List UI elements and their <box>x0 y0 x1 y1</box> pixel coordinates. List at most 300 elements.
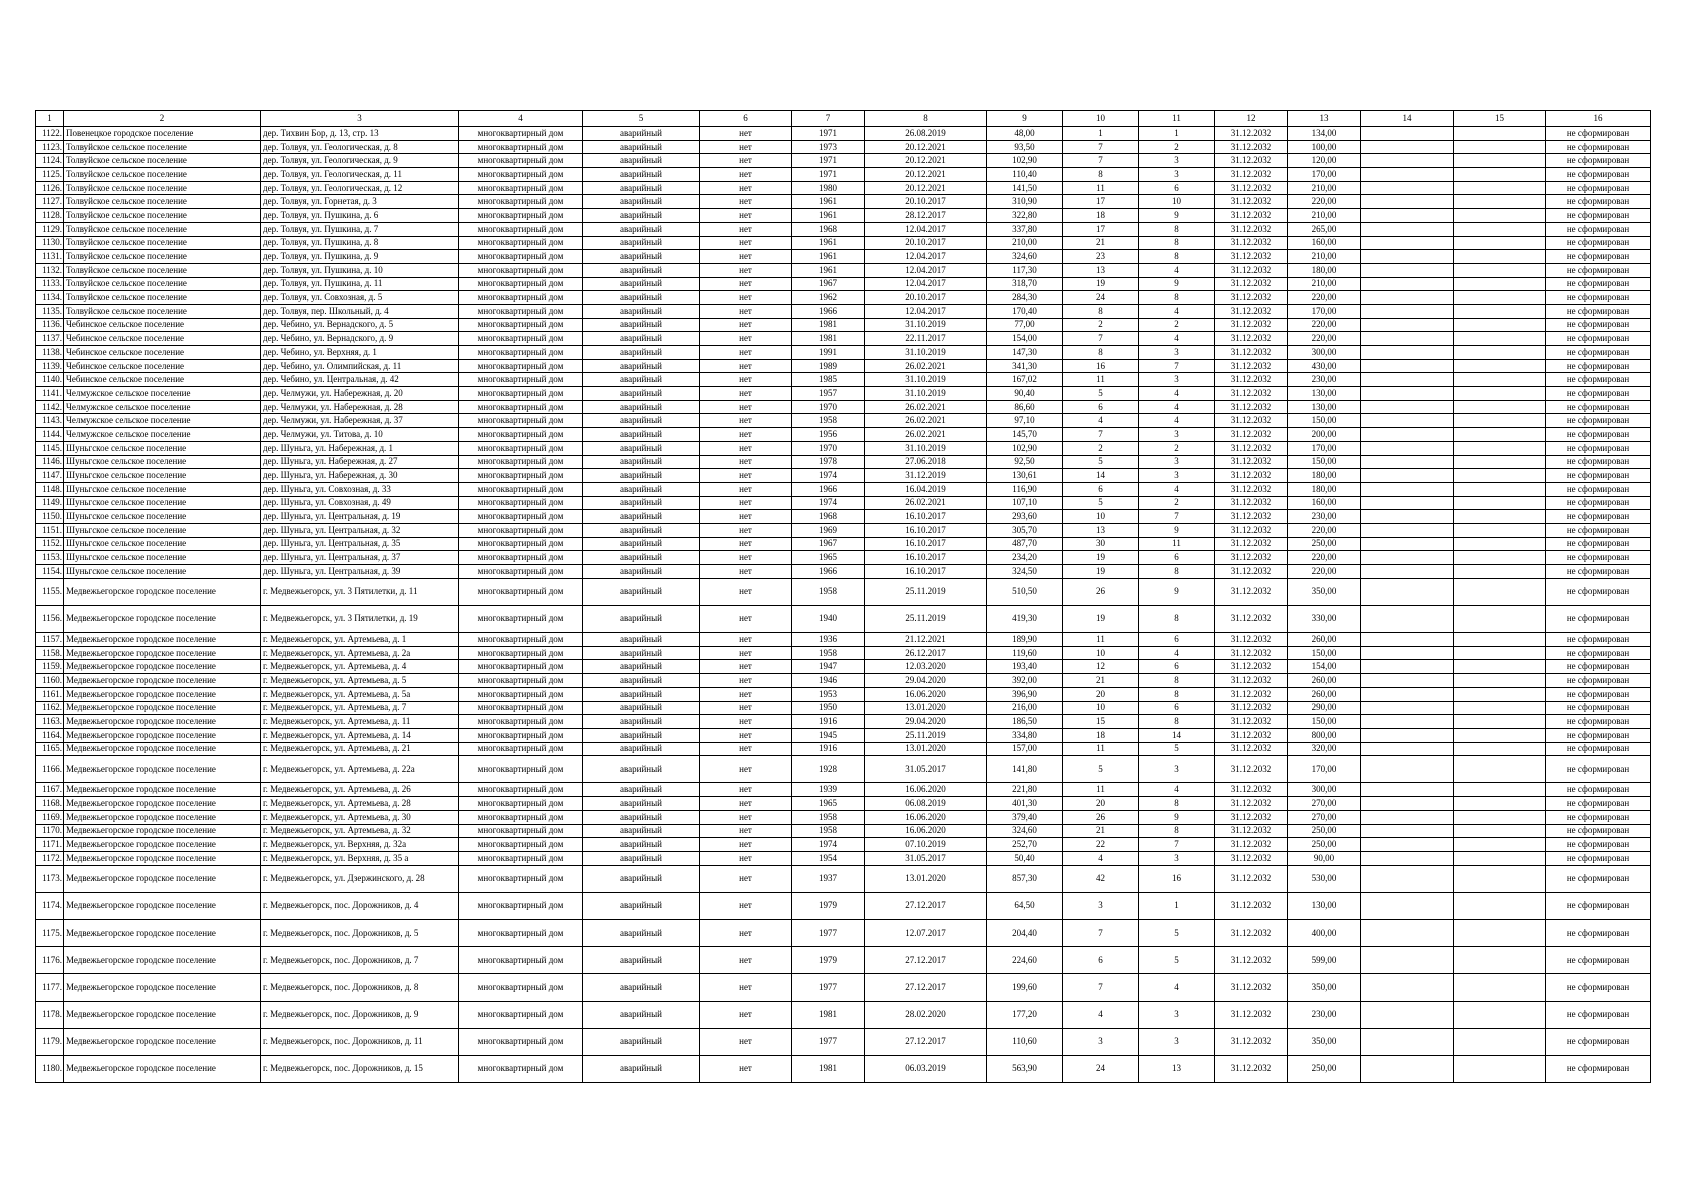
table-cell: многоквартирный дом <box>459 140 583 154</box>
table-cell: многоквартирный дом <box>459 715 583 729</box>
table-cell: 3 <box>1139 1028 1215 1055</box>
table-cell: 130,61 <box>987 469 1063 483</box>
table-cell: аварийный <box>583 783 700 797</box>
table-cell: 31.12.2032 <box>1215 332 1288 346</box>
table-cell: 230,00 <box>1288 373 1361 387</box>
table-cell <box>1454 947 1546 974</box>
table-cell: Медвежьегорское городское поселение <box>64 674 261 688</box>
table-cell <box>1361 346 1454 360</box>
table-cell: 1151. <box>36 523 64 537</box>
table-cell: многоквартирный дом <box>459 537 583 551</box>
table-cell: 22.11.2017 <box>865 332 987 346</box>
table-cell: 1131. <box>36 250 64 264</box>
table-cell: 18 <box>1063 728 1139 742</box>
table-cell <box>1361 127 1454 141</box>
table-cell: г. Медвежьегорск, пос. Дорожников, д. 8 <box>261 974 459 1001</box>
table-cell: Толвуйское сельское поселение <box>64 277 261 291</box>
table-cell: 1167. <box>36 783 64 797</box>
table-cell: 30 <box>1063 537 1139 551</box>
table-cell: дер. Толвуя, ул. Геологическая, д. 11 <box>261 168 459 182</box>
table-cell: г. Медвежьегорск, ул. 3 Пятилетки, д. 11 <box>261 578 459 605</box>
table-cell: аварийный <box>583 236 700 250</box>
table-cell: многоквартирный дом <box>459 222 583 236</box>
table-cell <box>1361 414 1454 428</box>
table-cell: Медвежьегорское городское поселение <box>64 824 261 838</box>
table-cell <box>1361 974 1454 1001</box>
table-row <box>36 510 1651 524</box>
table-cell: 9 <box>1139 810 1215 824</box>
table-cell: нет <box>700 810 792 824</box>
table-cell: многоквартирный дом <box>459 263 583 277</box>
table-cell: аварийный <box>583 824 700 838</box>
table-row <box>36 304 1651 318</box>
table-cell: 31.12.2032 <box>1215 646 1288 660</box>
table-cell: аварийный <box>583 359 700 373</box>
column-number: 6 <box>700 111 792 127</box>
table-cell: 7 <box>1063 919 1139 946</box>
table-cell: нет <box>700 222 792 236</box>
table-cell: 6 <box>1063 400 1139 414</box>
table-cell: дер. Толвуя, ул. Геологическая, д. 12 <box>261 181 459 195</box>
table-cell: Толвуйское сельское поселение <box>64 250 261 264</box>
column-number: 3 <box>261 111 459 127</box>
table-cell <box>1454 1028 1546 1055</box>
table-cell: многоквартирный дом <box>459 441 583 455</box>
table-cell: 4 <box>1139 974 1215 1001</box>
table-cell: аварийный <box>583 428 700 442</box>
table-cell: 334,80 <box>987 728 1063 742</box>
table-cell: нет <box>700 250 792 264</box>
table-cell: 160,00 <box>1288 496 1361 510</box>
table-cell: г. Медвежьегорск, ул. Артемьева, д. 11 <box>261 715 459 729</box>
table-row <box>36 277 1651 291</box>
column-number: 14 <box>1361 111 1454 127</box>
table-cell: 141,50 <box>987 181 1063 195</box>
table-cell: 220,00 <box>1288 291 1361 305</box>
table-cell: нет <box>700 974 792 1001</box>
table-cell: 16 <box>1139 865 1215 892</box>
table-cell: 1129. <box>36 222 64 236</box>
table-cell: 300,00 <box>1288 346 1361 360</box>
table-cell: 31.12.2032 <box>1215 469 1288 483</box>
table-cell <box>1361 797 1454 811</box>
table-cell: аварийный <box>583 974 700 1001</box>
table-cell: 21 <box>1063 236 1139 250</box>
table-cell: 1128. <box>36 209 64 223</box>
table-cell: нет <box>700 687 792 701</box>
table-cell: 147,30 <box>987 346 1063 360</box>
table-cell: 110,40 <box>987 168 1063 182</box>
table-cell: 31.12.2032 <box>1215 346 1288 360</box>
table-cell: Медвежьегорское городское поселение <box>64 715 261 729</box>
table-cell: 3 <box>1139 428 1215 442</box>
table-cell: г. Медвежьегорск, ул. Артемьева, д. 30 <box>261 810 459 824</box>
table-cell: не сформирован <box>1546 496 1651 510</box>
table-cell: 260,00 <box>1288 633 1361 647</box>
table-row <box>36 140 1651 154</box>
table-cell: 220,00 <box>1288 523 1361 537</box>
table-cell: Толвуйское сельское поселение <box>64 263 261 277</box>
table-row <box>36 1001 1651 1028</box>
table-cell: 31.12.2032 <box>1215 742 1288 756</box>
table-row <box>36 947 1651 974</box>
table-row <box>36 797 1651 811</box>
table-cell: 31.12.2032 <box>1215 892 1288 919</box>
table-cell <box>1361 1001 1454 1028</box>
table-cell: 1154. <box>36 565 64 579</box>
table-cell: дер. Толвуя, ул. Геологическая, д. 8 <box>261 140 459 154</box>
table-cell: 599,00 <box>1288 947 1361 974</box>
table-cell: Толвуйское сельское поселение <box>64 291 261 305</box>
table-cell: 29.04.2020 <box>865 674 987 688</box>
table-cell: г. Медвежьегорск, ул. Артемьева, д. 21 <box>261 742 459 756</box>
table-cell: 3 <box>1063 892 1139 919</box>
table-row <box>36 701 1651 715</box>
table-cell: нет <box>700 291 792 305</box>
table-row <box>36 551 1651 565</box>
table-cell: 1977 <box>792 919 865 946</box>
table-cell: г. Медвежьегорск, ул. Артемьева, д. 5 <box>261 674 459 688</box>
table-cell <box>1361 387 1454 401</box>
table-cell: аварийный <box>583 154 700 168</box>
table-cell: многоквартирный дом <box>459 209 583 223</box>
table-cell: 100,00 <box>1288 140 1361 154</box>
table-cell: дер. Шуньга, ул. Набережная, д. 30 <box>261 469 459 483</box>
table-cell: 31.12.2032 <box>1215 578 1288 605</box>
table-cell: 170,00 <box>1288 441 1361 455</box>
column-number: 2 <box>64 111 261 127</box>
table-cell: многоквартирный дом <box>459 373 583 387</box>
table-cell: 2 <box>1139 140 1215 154</box>
table-cell: 16.06.2020 <box>865 824 987 838</box>
table-cell: аварийный <box>583 715 700 729</box>
table-cell: нет <box>700 742 792 756</box>
table-cell: 5 <box>1139 919 1215 946</box>
table-cell: 4 <box>1139 646 1215 660</box>
table-cell: не сформирован <box>1546 892 1651 919</box>
table-cell: г. Медвежьегорск, ул. Артемьева, д. 1 <box>261 633 459 647</box>
table-cell: 189,90 <box>987 633 1063 647</box>
table-cell: 31.12.2032 <box>1215 195 1288 209</box>
table-cell: аварийный <box>583 291 700 305</box>
table-cell: 401,30 <box>987 797 1063 811</box>
table-cell: 150,00 <box>1288 715 1361 729</box>
table-cell <box>1454 181 1546 195</box>
table-cell: 1981 <box>792 332 865 346</box>
table-cell: Чебинское сельское поселение <box>64 359 261 373</box>
table-cell: аварийный <box>583 482 700 496</box>
table-cell: аварийный <box>583 510 700 524</box>
table-cell: многоквартирный дом <box>459 851 583 865</box>
table-cell: 8 <box>1139 222 1215 236</box>
table-cell: 1136. <box>36 318 64 332</box>
table-cell <box>1454 250 1546 264</box>
table-cell: дер. Шуньга, ул. Совхозная, д. 33 <box>261 482 459 496</box>
table-cell: 26.02.2021 <box>865 400 987 414</box>
table-cell: нет <box>700 633 792 647</box>
table-cell: 3 <box>1139 756 1215 783</box>
table-cell: 1981 <box>792 318 865 332</box>
table-cell: 110,60 <box>987 1028 1063 1055</box>
table-cell: 102,90 <box>987 154 1063 168</box>
table-cell: нет <box>700 469 792 483</box>
table-cell: многоквартирный дом <box>459 304 583 318</box>
table-row <box>36 810 1651 824</box>
table-cell <box>1454 373 1546 387</box>
table-cell: 9 <box>1139 277 1215 291</box>
table-cell <box>1454 263 1546 277</box>
table-cell: многоквартирный дом <box>459 414 583 428</box>
table-cell: не сформирован <box>1546 346 1651 360</box>
table-cell: 3 <box>1139 154 1215 168</box>
table-cell: 530,00 <box>1288 865 1361 892</box>
table-cell: 20.12.2021 <box>865 154 987 168</box>
table-cell: 31.12.2032 <box>1215 783 1288 797</box>
table-cell: многоквартирный дом <box>459 646 583 660</box>
table-cell: 6 <box>1063 947 1139 974</box>
table-row <box>36 127 1651 141</box>
table-cell: 1969 <box>792 523 865 537</box>
table-cell: многоквартирный дом <box>459 974 583 1001</box>
table-cell: не сформирован <box>1546 1001 1651 1028</box>
table-cell: Медвежьегорское городское поселение <box>64 687 261 701</box>
table-cell: 1954 <box>792 851 865 865</box>
table-cell <box>1454 646 1546 660</box>
table-cell: 31.12.2019 <box>865 469 987 483</box>
table-cell: 270,00 <box>1288 810 1361 824</box>
table-cell: 1161. <box>36 687 64 701</box>
table-cell <box>1361 304 1454 318</box>
table-row <box>36 633 1651 647</box>
table-cell <box>1361 168 1454 182</box>
table-cell: аварийный <box>583 181 700 195</box>
table-cell: Медвежьегорское городское поселение <box>64 633 261 647</box>
column-number: 5 <box>583 111 700 127</box>
table-row <box>36 168 1651 182</box>
table-cell: Медвежьегорское городское поселение <box>64 783 261 797</box>
table-cell: г. Медвежьегорск, ул. Дзержинского, д. 28 <box>261 865 459 892</box>
table-cell <box>1454 919 1546 946</box>
table-row <box>36 469 1651 483</box>
table-cell: 5 <box>1063 756 1139 783</box>
table-cell <box>1361 263 1454 277</box>
table-cell: 1160. <box>36 674 64 688</box>
table-cell: многоквартирный дом <box>459 824 583 838</box>
table-cell: 2 <box>1063 318 1139 332</box>
table-cell: 284,30 <box>987 291 1063 305</box>
table-cell: аварийный <box>583 687 700 701</box>
table-cell: не сформирован <box>1546 318 1651 332</box>
table-cell: 16.04.2019 <box>865 482 987 496</box>
table-row <box>36 236 1651 250</box>
table-cell <box>1361 947 1454 974</box>
table-cell: нет <box>700 919 792 946</box>
table-cell: 26.02.2021 <box>865 414 987 428</box>
table-cell: 234,20 <box>987 551 1063 565</box>
table-cell: 5 <box>1063 455 1139 469</box>
table-cell: 350,00 <box>1288 578 1361 605</box>
table-cell: 1163. <box>36 715 64 729</box>
table-cell: 1140. <box>36 373 64 387</box>
table-cell: 10 <box>1063 646 1139 660</box>
table-cell: 50,40 <box>987 851 1063 865</box>
table-cell: многоквартирный дом <box>459 565 583 579</box>
table-cell: аварийный <box>583 605 700 632</box>
table-cell: 20 <box>1063 687 1139 701</box>
column-number: 4 <box>459 111 583 127</box>
table-row <box>36 660 1651 674</box>
table-cell: многоквартирный дом <box>459 428 583 442</box>
table-cell: Медвежьегорское городское поселение <box>64 660 261 674</box>
table-cell: нет <box>700 304 792 318</box>
table-cell: нет <box>700 263 792 277</box>
table-cell: 1956 <box>792 428 865 442</box>
table-cell: г. Медвежьегорск, ул. Артемьева, д. 4 <box>261 660 459 674</box>
table-cell: не сформирован <box>1546 441 1651 455</box>
table-cell: 10 <box>1139 195 1215 209</box>
table-cell <box>1361 851 1454 865</box>
table-cell: 1159. <box>36 660 64 674</box>
table-cell: многоквартирный дом <box>459 633 583 647</box>
table-cell: нет <box>700 565 792 579</box>
table-cell: 290,00 <box>1288 701 1361 715</box>
table-cell: Повенецкое городское поселение <box>64 127 261 141</box>
table-cell: 19 <box>1063 605 1139 632</box>
table-cell: 31.12.2032 <box>1215 537 1288 551</box>
table-cell: Шуньгское сельское поселение <box>64 537 261 551</box>
table-cell: многоквартирный дом <box>459 742 583 756</box>
table-cell: 27.06.2018 <box>865 455 987 469</box>
table-cell: дер. Шуньга, ул. Центральная, д. 19 <box>261 510 459 524</box>
table-cell <box>1454 195 1546 209</box>
table-cell <box>1454 824 1546 838</box>
table-row <box>36 181 1651 195</box>
table-cell: не сформирован <box>1546 605 1651 632</box>
table-cell: 170,40 <box>987 304 1063 318</box>
table-cell: 31.12.2032 <box>1215 728 1288 742</box>
table-cell: 150,00 <box>1288 414 1361 428</box>
table-cell: нет <box>700 851 792 865</box>
table-cell: 19 <box>1063 551 1139 565</box>
table-cell: нет <box>700 318 792 332</box>
table-cell: 31.12.2032 <box>1215 605 1288 632</box>
table-cell: 265,00 <box>1288 222 1361 236</box>
table-cell: аварийный <box>583 565 700 579</box>
table-cell: 1977 <box>792 1028 865 1055</box>
table-cell: Медвежьегорское городское поселение <box>64 838 261 852</box>
table-cell: дер. Шуньга, ул. Центральная, д. 37 <box>261 551 459 565</box>
table-cell: не сформирован <box>1546 660 1651 674</box>
table-cell <box>1361 236 1454 250</box>
table-cell: 1945 <box>792 728 865 742</box>
table-cell: Медвежьегорское городское поселение <box>64 851 261 865</box>
table-cell: нет <box>700 346 792 360</box>
table-cell: многоквартирный дом <box>459 838 583 852</box>
table-row <box>36 851 1651 865</box>
table-cell: г. Медвежьегорск, ул. Верхняя, д. 35 а <box>261 851 459 865</box>
table-cell: Толвуйское сельское поселение <box>64 168 261 182</box>
table-cell <box>1454 565 1546 579</box>
table-cell: дер. Толвуя, ул. Горнетая, д. 3 <box>261 195 459 209</box>
table-cell: 318,70 <box>987 277 1063 291</box>
table-cell: 1153. <box>36 551 64 565</box>
table-cell: г. Медвежьегорск, ул. Артемьева, д. 26 <box>261 783 459 797</box>
table-cell: 1958 <box>792 810 865 824</box>
table-cell: 320,00 <box>1288 742 1361 756</box>
table-cell <box>1361 441 1454 455</box>
table-cell <box>1361 496 1454 510</box>
table-row <box>36 222 1651 236</box>
column-number: 7 <box>792 111 865 127</box>
table-cell: 1149. <box>36 496 64 510</box>
table-cell: 2 <box>1139 496 1215 510</box>
table-cell: 1156. <box>36 605 64 632</box>
table-cell: 31.10.2019 <box>865 346 987 360</box>
table-cell: 31.12.2032 <box>1215 277 1288 291</box>
table-cell: 8 <box>1063 168 1139 182</box>
table-cell: 06.08.2019 <box>865 797 987 811</box>
table-cell <box>1454 756 1546 783</box>
table-cell: 1137. <box>36 332 64 346</box>
table-cell: 1974 <box>792 469 865 483</box>
table-cell: 11 <box>1063 373 1139 387</box>
table-cell: не сформирован <box>1546 551 1651 565</box>
table-cell: аварийный <box>583 892 700 919</box>
table-cell: Чебинское сельское поселение <box>64 373 261 387</box>
table-cell: 20.10.2017 <box>865 291 987 305</box>
table-cell: 42 <box>1063 865 1139 892</box>
table-cell: 186,50 <box>987 715 1063 729</box>
table-cell: многоквартирный дом <box>459 291 583 305</box>
table-cell: 260,00 <box>1288 674 1361 688</box>
table-cell: 510,50 <box>987 578 1063 605</box>
table-row <box>36 455 1651 469</box>
table-cell: многоквартирный дом <box>459 387 583 401</box>
table-cell: аварийный <box>583 537 700 551</box>
table-cell: 1957 <box>792 387 865 401</box>
table-cell: Медвежьегорское городское поселение <box>64 605 261 632</box>
table-cell: нет <box>700 387 792 401</box>
table-cell: 7 <box>1063 140 1139 154</box>
table-row <box>36 209 1651 223</box>
table-cell: нет <box>700 783 792 797</box>
table-cell: 11 <box>1063 742 1139 756</box>
table-cell: 220,00 <box>1288 332 1361 346</box>
table-cell: 25.11.2019 <box>865 578 987 605</box>
table-cell: Шуньгское сельское поселение <box>64 551 261 565</box>
table-cell: 31.12.2032 <box>1215 1028 1288 1055</box>
table-cell: Медвежьегорское городское поселение <box>64 892 261 919</box>
table-cell <box>1361 810 1454 824</box>
table-row <box>36 756 1651 783</box>
table-cell: 150,00 <box>1288 455 1361 469</box>
table-cell: нет <box>700 605 792 632</box>
table-cell: 400,00 <box>1288 919 1361 946</box>
table-cell: 1971 <box>792 154 865 168</box>
table-cell: аварийный <box>583 865 700 892</box>
table-cell: 48,00 <box>987 127 1063 141</box>
table-cell: многоквартирный дом <box>459 250 583 264</box>
table-cell: 31.12.2032 <box>1215 209 1288 223</box>
table-cell <box>1454 537 1546 551</box>
table-cell: 4 <box>1139 414 1215 428</box>
table-cell: аварийный <box>583 674 700 688</box>
table-cell: 116,90 <box>987 482 1063 496</box>
table-cell: 1981 <box>792 1055 865 1082</box>
table-cell: 1978 <box>792 455 865 469</box>
table-cell: не сформирован <box>1546 181 1651 195</box>
table-cell <box>1361 660 1454 674</box>
